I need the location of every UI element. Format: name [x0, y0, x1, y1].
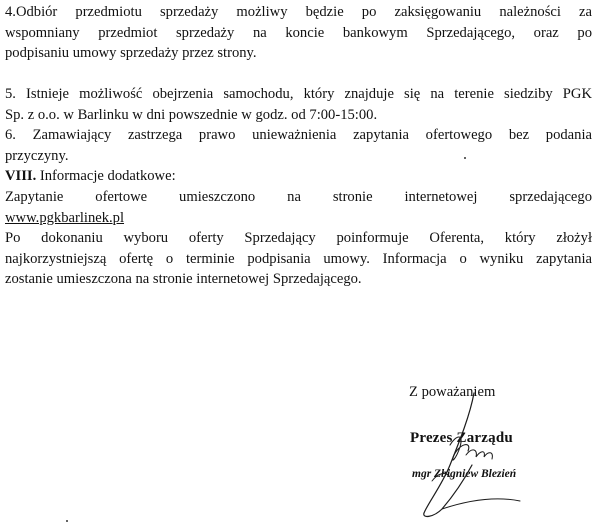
text-line: Zapytanie ofertowe umieszczono na stronie internetowej sprzedającego [5, 189, 592, 205]
text-line: Sp. z o.o. w Barlinku w dni powszednie w godz. od 7:00-15:00. [5, 106, 378, 123]
text-line: Po dokonaniu wyboru oferty Sprzedający poinformuje Oferenta, który złożył [5, 230, 592, 246]
text-line: podpisaniu umowy sprzedaży przez strony. [5, 45, 257, 61]
text-line: wspomniany przedmiot sprzedaży na koncie bankowym Sprzedającego, oraz po [5, 24, 592, 41]
text-line: 4.Odbiór przedmiotu sprzedaży możliwy będzie po zaksięgowaniu należności za [5, 4, 592, 20]
website-link[interactable]: www.pgkbarlinek.pl [5, 209, 125, 226]
text-line: zostanie umieszczona na stronie internetowej Sprzedającego. [5, 271, 362, 287]
handwritten-signature-icon [420, 385, 560, 520]
speck-mark [66, 520, 68, 522]
stamp-name: mgr Zbigniew Blezień [412, 468, 517, 480]
text-line: 5. Istnieje możliwość obejrzenia samochodu, który znajduje się na terenie siedziby PGK [5, 86, 592, 102]
stamp-title: Prezes Zarządu [410, 430, 513, 446]
speck-mark [464, 157, 466, 159]
paragraph-point-4 [5, 2, 592, 64]
text-line: 6. Zamawiający zastrzega prawo unieważnienia zapytania ofertowego bez podania [5, 127, 592, 143]
paragraph-point-5 [5, 84, 592, 125]
section-title: Informacje dodatkowe: [36, 168, 176, 184]
closing-salutation: Z poważaniem [409, 384, 496, 400]
text-line: przyczyny. [5, 147, 69, 164]
section-number: VIII. [5, 168, 37, 184]
text-line: najkorzystniejszą ofertę o terminie podpisania umowy. Informacja o wyniku zapytania [5, 250, 592, 267]
paragraph-point-6 [5, 125, 592, 166]
section-heading-viii [5, 166, 592, 187]
paragraph-additional-info [5, 187, 592, 290]
